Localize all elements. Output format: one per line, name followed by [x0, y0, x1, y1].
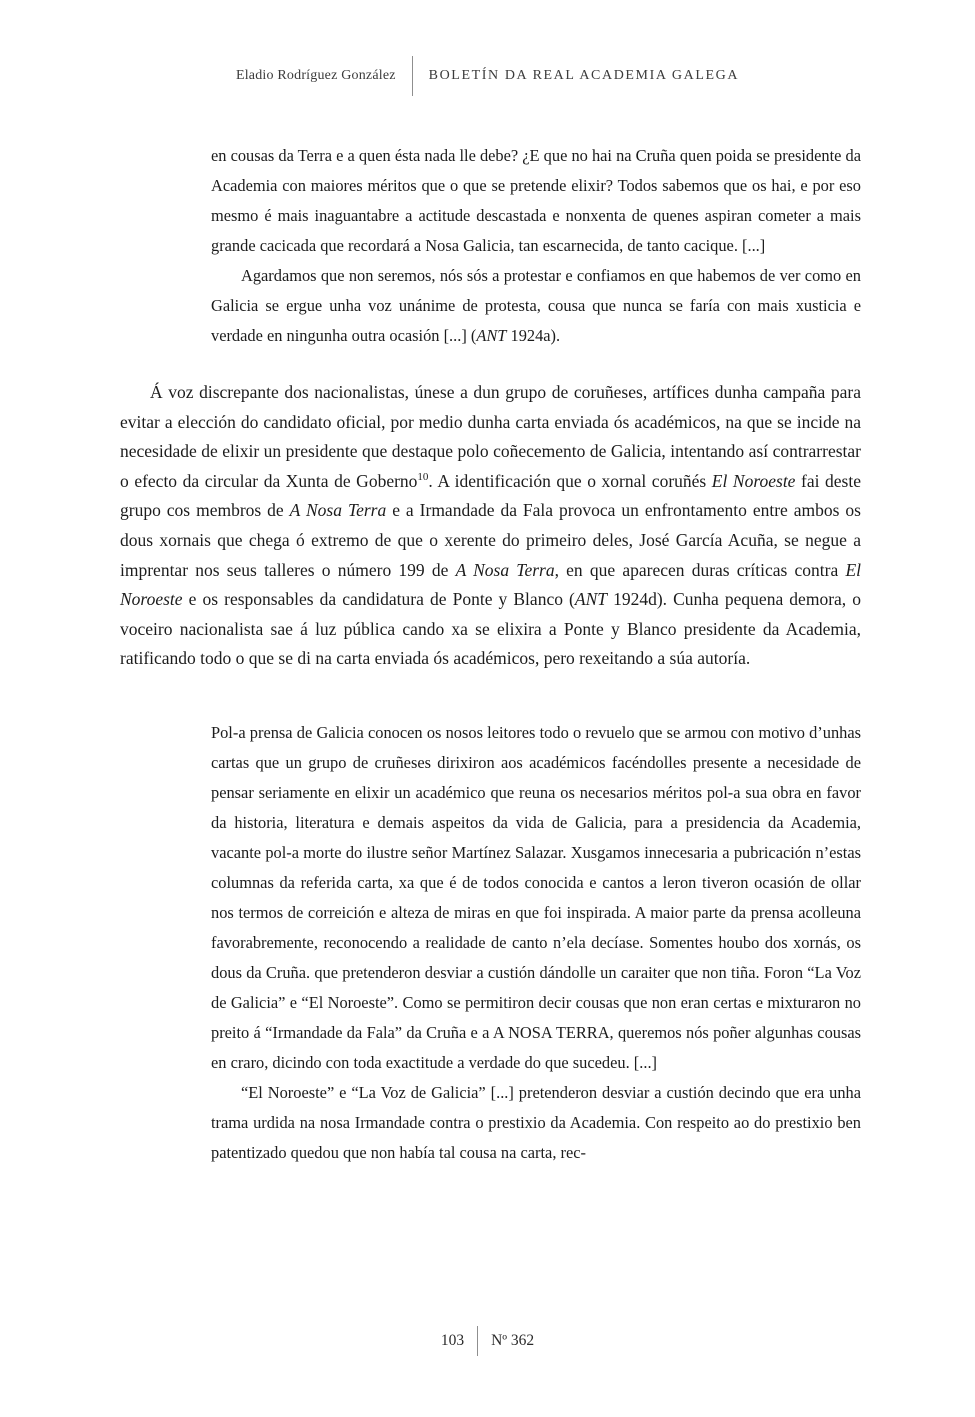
page-number: 103: [440, 1332, 465, 1349]
page-content: [120, 141, 861, 1168]
page-footer: [0, 1326, 975, 1356]
page-header: [0, 56, 975, 96]
quote-paragraph-3: Pol-a prensa de Galicia conocen os nosos leitores todo o revuelo que se armou con motivo d’unhas cartas que un grupo de cruñeses dirixiron aos académicos facéndolles presente a necesidade de pensar seriamente en elixir un académico que reuna os necesarios méritos pol-a sua obra en favor da historia, literatura e demais aspeitos da vida de Galicia, para a presidencia da Academia, vacante pol-a morte do ilustre señor Martínez Salazar. Xusgamos innecesaria a pubricación n’estas columnas da referida carta, xa que é de todos conocida e cantos a leron tiveron ocasión de ollar nos termos de correición e alteza de miras en que foi inspirada. A maior parte da prensa acolleuna favorabremente, reconocendo a realidade de canto n’ela decíase. Somentes houbo dos xornás, os dous da Cruña. que pretenderon desviar a custión dándolle un caraiter que non tiña. Foron “La Voz de Galicia” e “El Noroeste”. Como se permitiron decir cousas que non eran certas e mixturaron no preito á “Irmandade da Fala” da Cruña e a A NOSA TERRA, queremos nós poñer algunhas cousas en craro, dicindo con toda exactitude a verdade do que sucedeu. [...]: [211, 722, 861, 1072]
quotation-block-1: [211, 141, 861, 351]
issue-number: Nº 362: [491, 1332, 535, 1349]
quotation-block-2: [211, 718, 861, 1168]
footer-divider: [477, 1326, 478, 1356]
quote-paragraph-1: en cousas da Terra e a quen ésta nada lle debe? ¿E que no hai na Cruña quen poida se presidente da Academia con maiores méritos que o que se pretende elixir? Todos sabemos que os hai, e por eso mesmo é mais inaguantabre a actitude descastada e nonxenta de quenes aspiran cometer a mais grande cacicada que recordará a Nosa Galicia, tan escarnecida, de tanto cacique. [...]: [211, 146, 861, 255]
quote-paragraph-2: Agardamos que non seremos, nós sós a protestar e confiamos en que habemos de ver como en Galicia se ergue unha voz unánime de protesta, cousa que nunca se faría con mais xusticia e verdade en ningunha outra ocasión [...] (ANT 1924a).: [211, 266, 861, 345]
quote-paragraph-4: “El Noroeste” e “La Voz de Galicia” [...] pretenderon desviar a custión decindo que era unha trama urdida na nosa Irmandade contra o prestixio da Academia. Con respeito ao do prestixio ben patentizado quedou que non había tal cousa na carta, rec-: [211, 1082, 861, 1162]
journal-title: BOLETÍN DA REAL ACADEMIA GALEGA: [428, 68, 740, 83]
header-divider: [412, 56, 413, 96]
body-paragraph: Á voz discrepante dos nacionalistas, únese a dun grupo de coruñeses, artífices dunha campaña para evitar a elección do candidato oficial, por medio dunha carta enviada ós académicos, na que se incide na necesidade de elixir un presidente que destaque polo coñecemento de Galicia, intentando así contrarrestar o efecto da circular da Xunta de Goberno$^{10}$. A identificación que o xornal coruñés El Noroeste fai deste grupo cos membros de A Nosa Terra e a Irmandade da Fala provoca un enfrontamento entre ambos os dous xornais que chega ó extremo de que o xerente do primeiro deles, José García Acuña, se negue a imprentar nos seus talleres o número 199 de A Nosa Terra, en que aparecen duras críticas contra El Noroeste e os responsables da candidatura de Ponte y Blanco (ANT 1924d). Cunha pequena demora, o voceiro nacionalista sae á luz pública cando xa se elixira a Ponte y Blanco presidente da Academia, ratificando todo o que se di na carta enviada ós académicos, pero rexeitando a súa autoría.: [120, 382, 862, 669]
author-name: Eladio Rodríguez González: [235, 68, 396, 83]
